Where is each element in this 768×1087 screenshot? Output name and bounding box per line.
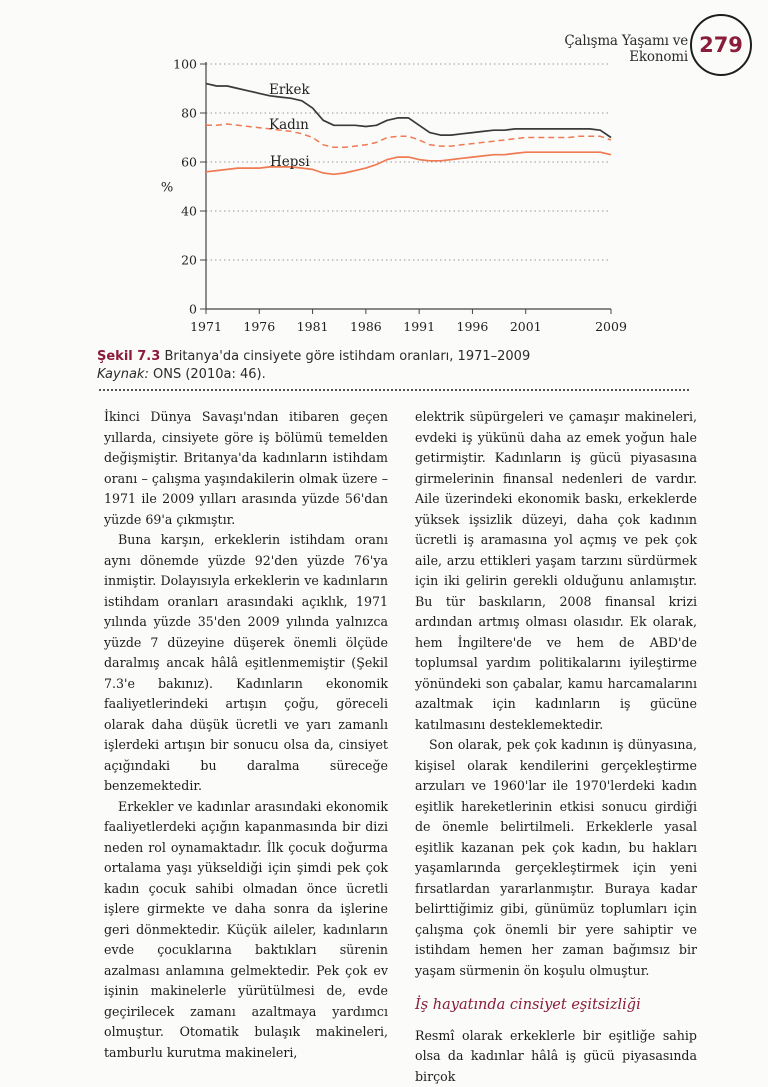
chart-labels [269,82,310,170]
paragraph: İkinci Dünya Savaşı'ndan itibaren geçen yıllarda, cinsiyete göre iş bölümü temelden değişmiştir. Britanya'da kadınların istihdam oranı – çalışma yaşındakilerin olmak üzere – 1971 ile 2009 yılları arasında yüzde 56'dan yüzde 69'a çıkmıştır. [104,407,388,530]
figure-caption-text: Britanya'da cinsiyete göre istihdam oranları, 1971–2009 [164,349,530,364]
series-label-kadin: Kadın [269,117,309,133]
figure-source-text: ONS (2010a: 46). [153,367,266,382]
x-tick-label: 1991 [403,319,435,334]
paragraph: elektrik süpürgeleri ve çamaşır makineleri, evdeki iş yükünü daha az emek yoğun hale getirmiştir. Kadınların iş gücü piyasasına girmelerinin finansal nedenleri de vardır. Aile üzerindeki ekonomik baskı, erkeklerde yüksek işsizlik düzeyi, daha çok kadının ücretli iş aramasına yol açmış ve pek çok aile, arzu ettikleri yaşam tarzını sürdürmek için iki gelirin gerekli olduğunu anlamıştır. Bu tür baskıların, 2008 finansal krizi ardından artmış olması olasıdır. Ek olarak, hem İngiltere'de ve hem de ABD'de toplumsal yardım politikalarını iyileştirme yönündeki son çabalar, kamu harcamalarını azaltmak için kadınların iş gücüne katılmasını desteklemektedir. [415,407,697,735]
x-tick-label: 2001 [510,319,542,334]
body-column-left [104,407,388,1063]
series-line-kadin [206,124,611,147]
figure-label: Şekil 7.3 [97,349,160,364]
x-tick-label: 1996 [457,319,489,334]
y-tick-label: 20 [181,253,197,268]
paragraph: Son olarak, pek çok kadının iş dünyasına, kişisel olarak kendilerini gerçekleştirme arzuları ve 1960'lar ile 1970'lerdeki kadın eşitlik hareketlerinin etkisi sonucu girdiği de önemle belirtilmeli. Erkeklerle yasal eşitlik kazanan pek çok kadın, bu hakları yaşamlarında gerçekleştirmek için yeni fırsatlardan yararlanmıştır. Buraya kadar belirttiğimiz gibi, günümüz toplumları için çalışma çok önemli bir yere sahiptir ve istihdam hemen her zaman bağımsız bir yaşam sürmenin ön koşulu olmuştur. [415,735,697,981]
series-label-erkek: Erkek [269,82,310,98]
chart-gridlines [206,64,611,260]
paragraph: Buna karşın, erkeklerin istihdam oranı aynı dönemde yüzde 92'den yüzde 76'ya inmiştir. Dolayısıyla erkeklerin ve kadınların istihdam oranları arasındaki açıklık, 1971 yılında yüzde 35'den 2009 yılında yalnızca yüzde 7 düzeyine düşerek önemli ölçüde daralmış ancak hâlâ eşitlenmemiştir (Şekil 7.3'e bakınız). Kadınların ekonomik faaliyetlerindeki artışın çoğu, göreceli olarak daha düşük ücretli ve yarı zamanlı işlerdeki artışın bir sonucu olsa da, cinsiyet açığındaki bu daralma süreceğe benzemektedir. [104,530,388,797]
running-header-title: Çalışma Yaşamı ve Ekonomi [508,33,688,65]
employment-rate-chart [0,0,768,345]
figure-caption [97,348,657,384]
y-tick-label: 40 [181,204,197,219]
y-tick-label: 80 [181,106,197,121]
x-tick-label: 1981 [297,319,329,334]
body-column-right [415,407,697,1087]
y-tick-label: 0 [189,302,197,317]
x-tick-label: 1971 [190,319,222,334]
chart-series [206,84,611,175]
x-tick-label: 1976 [243,319,275,334]
y-axis-label: % [161,181,173,196]
y-tick-label: 100 [173,57,197,72]
caption-divider [99,389,689,391]
series-line-hepsi [206,152,611,174]
series-line-erkek [206,84,611,138]
x-tick-label: 1986 [350,319,382,334]
page-number-badge: 279 [690,14,752,76]
x-tick-label: 2009 [595,319,627,334]
chart-axes [161,57,627,335]
paragraph: Resmî olarak erkeklerle bir eşitliğe sahip olsa da kadınlar hâlâ iş gücü piyasasında birçok [415,1026,697,1087]
paragraph: Erkekler ve kadınlar arasındaki ekonomik faaliyetlerdeki açığın kapanmasında bir dizi neden rol oynamaktadır. İlk çocuk doğurma ortalama yaşı yükseldiği için şimdi pek çok kadın çocuk sahibi olmadan önce ücretli işlere girmekte ve daha sonra da işlerine geri dönmektedir. Küçük aileler, kadınların evde çocuklarına baktıkları sürenin azalması anlamına gelmektedir. Pek çok ev işinin makinelerle yürütülmesi de, evde geçirilecek zamanı azaltmaya yardımcı olmuştur. Otomatik bulaşık makineleri, tamburlu kurutma makineleri, [104,797,388,1064]
figure-source-label: Kaynak: [97,367,149,382]
series-label-hepsi: Hepsi [270,154,310,170]
y-tick-label: 60 [181,155,197,170]
section-heading: İş hayatında cinsiyet eşitsizliği [415,995,697,1016]
